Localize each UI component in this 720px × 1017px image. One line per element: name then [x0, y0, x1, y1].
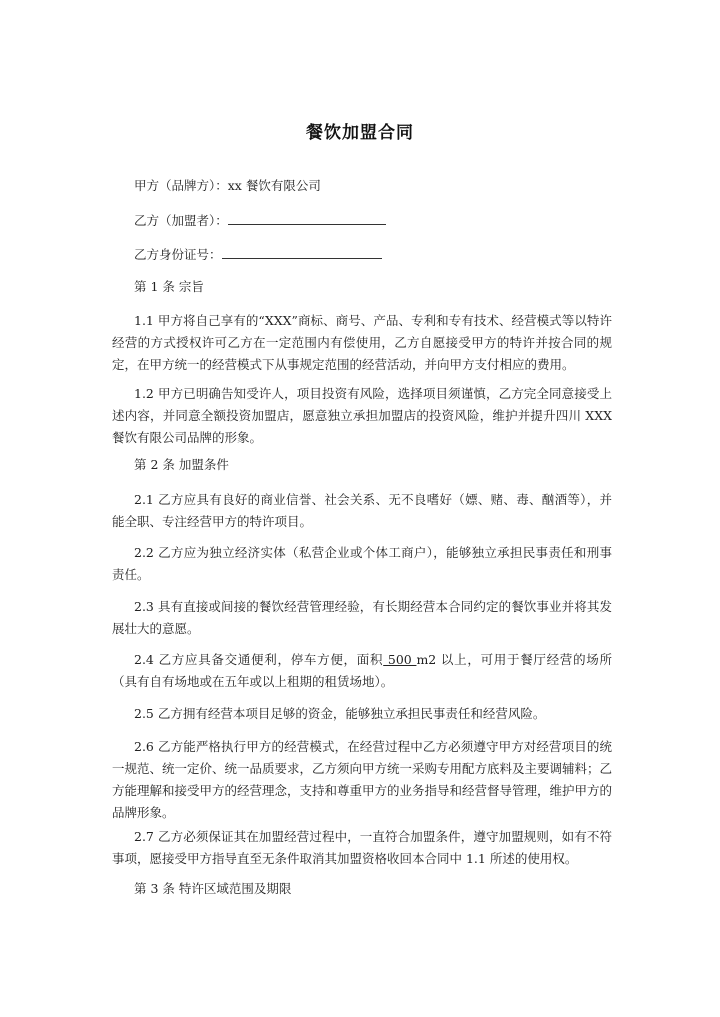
clause-2-4-area: 500 — [383, 652, 417, 667]
clause-2-5: 2.5 乙方拥有经营本项目足够的资金，能够独立承担民事责任和经营风险。 — [134, 706, 546, 721]
section-3-heading: 第 3 条 特许区域范围及期限 — [134, 881, 292, 896]
party-a-line: 甲方（品牌方）：xx 餐饮有限公司 — [134, 178, 321, 193]
party-b-label: 乙方（加盟者）： — [134, 213, 228, 228]
party-b-line — [134, 211, 386, 230]
clause-2-4 — [112, 649, 612, 693]
party-b-id-line — [134, 245, 382, 264]
clause-2-6: 2.6 乙方能严格执行甲方的经营模式，在经营过程中乙方必须遵守甲方对经营项目的统一规范、统一定价、统一品质要求，乙方须向甲方统一采购专用配方底料及主要调辅料；乙方能理解和接受甲方的经营理念，支持和尊重甲方的业务指导和经营督导管理，维护甲方的品牌形象。 — [112, 739, 613, 820]
party-b-blank[interactable] — [228, 211, 386, 225]
clause-2-3: 2.3 具有直接或间接的餐饮经营管理经验，有长期经营本合同约定的餐饮事业并将其发展壮大的意愿。 — [112, 599, 612, 636]
section-2-heading: 第 2 条 加盟条件 — [134, 457, 229, 472]
clause-2-2: 2.2 乙方应为独立经济实体（私营企业或个体工商户），能够独立承担民事责任和刑事责任。 — [112, 545, 612, 582]
clause-2-4-rest: m2 以上，可用于餐厅经营的场所（具有自有场地或在五年或以上租期的租赁场地）。 — [112, 652, 612, 689]
document-title: 餐饮加盟合同 — [306, 123, 414, 143]
clause-1-2: 1.2 甲方已明确告知受许人，项目投资有风险，选择项目须谨慎，乙方完全同意接受上述内容，并同意全额投资加盟店，愿意独立承担加盟店的投资风险，维护并提升四川 XXX 餐饮有限公司品牌的形象。 — [112, 386, 612, 445]
party-b-id-label: 乙方身份证号： — [134, 247, 222, 262]
section-1-heading: 第 1 条 宗旨 — [134, 279, 204, 294]
party-b-id-blank[interactable] — [222, 245, 382, 259]
clause-2-7: 2.7 乙方必须保证其在加盟经营过程中，一直符合加盟条件，遵守加盟规则，如有不符事项，愿接受甲方指导直至无条件取消其加盟资格收回本合同中 1.1 所述的使用权。 — [112, 829, 612, 866]
clause-2-1: 2.1 乙方应具有良好的商业信誉、社会关系、无不良嗜好（嫖、赌、毒、酗酒等），并能全职、专注经营甲方的特许项目。 — [112, 492, 612, 529]
clause-1-1: 1.1 甲方将自己享有的“XXX”商标、商号、产品、专利和专有技术、经营模式等以特许经营的方式授权许可乙方在一定范围内有偿使用，乙方自愿接受甲方的特许并按合同的规定，在甲方统一的经营模式下从事规定范围的经营活动，并向甲方支付相应的费用。 — [112, 313, 612, 372]
clause-2-4-lead: 2.4 乙方应具备交通便利，停车方便，面积 — [134, 652, 384, 667]
